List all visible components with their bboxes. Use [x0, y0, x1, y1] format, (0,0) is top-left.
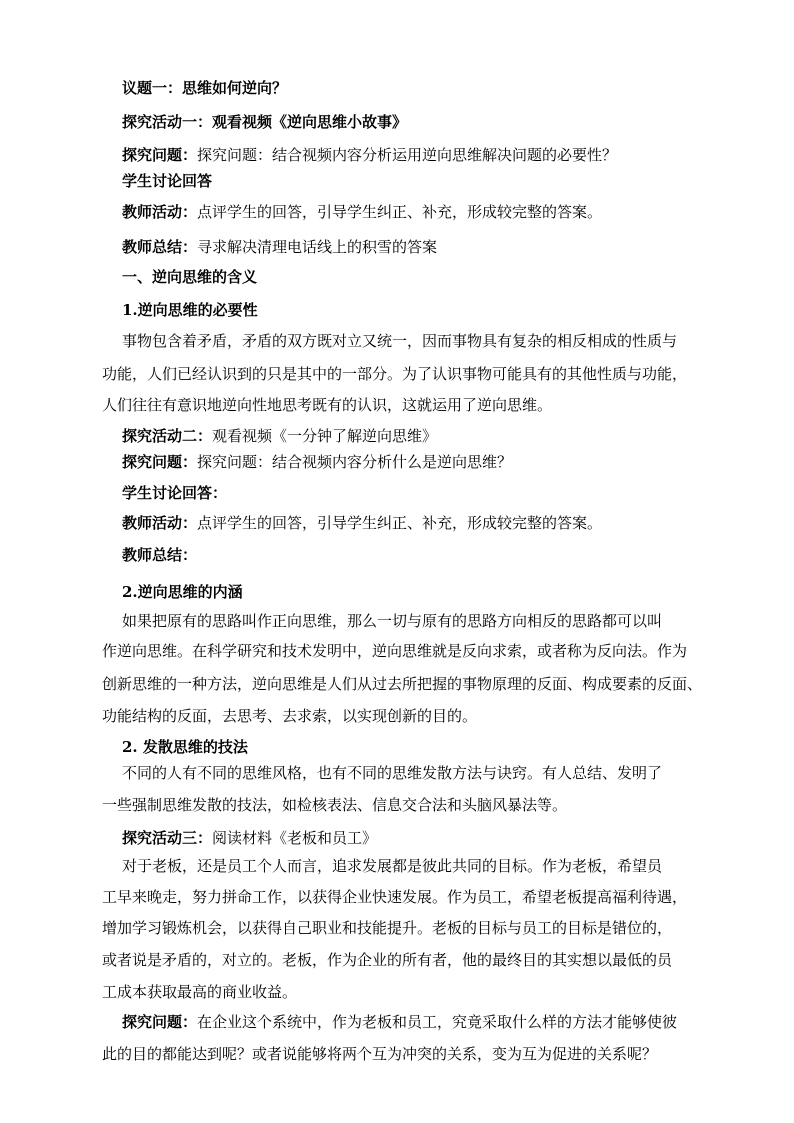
paragraph-1-line-2: 功能，人们已经认识到的只是其中的一部分。为了认识事物可能具有的其他性质与功能，: [102, 365, 688, 383]
question-3-text: 在企业这个系统中，作为老板和员工，究竟采取什么样的方法才能够使彼: [197, 1013, 678, 1031]
subheading-2: 2.逆向思维的内涵: [122, 583, 243, 601]
activity-1-label: 探究活动一：: [122, 113, 213, 131]
question-2: [122, 452, 512, 472]
topic-heading: 议题一：思维如何逆向？: [122, 79, 288, 97]
paragraph-4-line-2: 工早来晚走，努力拼命工作，以获得企业快速发展。作为员工，希望老板提高福利待遇，: [102, 888, 688, 906]
teacher-summary-1-label: 教师总结：: [122, 238, 198, 256]
paragraph-2-line-2: 作逆向思维。在科学研究和技术发明中，逆向思维就是反向求索，或者称为反向法。作为: [102, 642, 688, 660]
teacher-summary-2-label: 教师总结：: [122, 546, 198, 564]
teacher-activity-1-text: 点评学生的回答，引导学生纠正、补充，形成较完整的答案。: [197, 203, 603, 221]
paragraph-2-line-4: 功能结构的反面，去思考、去求索，以实现创新的目的。: [102, 707, 478, 725]
teacher-summary-1-text: 寻求解决清理电话线上的积雪的答案: [197, 238, 438, 256]
question-1: [122, 145, 617, 165]
paragraph-4-line-3: 增加学习锻炼机会，以获得自己职业和技能提升。老板的目标与员工的目标是错位的，: [102, 919, 673, 937]
teacher-activity-1-label: 教师活动：: [122, 203, 198, 221]
question-3-continuation: 此的目的都能达到呢？或者说能够将两个互为冲突的关系，变为互为促进的关系呢？: [102, 1045, 658, 1063]
paragraph-3-line-1: 不同的人有不同的思维风格，也有不同的思维发散方法与诀窍。有人总结、发明了: [122, 764, 663, 782]
paragraph-2-line-1: 如果把原有的思路叫作正向思维，那么一切与原有的思路方向相反的思路都可以叫: [122, 612, 663, 630]
paragraph-3-line-2: 一些强制思维发散的技法，如检核表法、信息交合法和头脑风暴法等。: [102, 796, 568, 814]
question-1-label: 探究问题：: [122, 146, 198, 164]
subheading-1: 1.逆向思维的必要性: [122, 301, 258, 319]
activity-3: [122, 828, 377, 848]
paragraph-1-line-1: 事物包含着矛盾，矛盾的双方既对立又统一，因而事物具有复杂的相反相成的性质与: [122, 332, 678, 350]
paragraph-4-line-5: 工成本获取最高的商业收益。: [102, 983, 298, 1001]
activity-1: [122, 112, 407, 132]
student-discussion-2: 学生讨论回答：: [122, 484, 228, 502]
activity-3-label: 探究活动三：: [122, 829, 213, 847]
activity-1-text: 观看视频《逆向思维小故事》: [212, 113, 408, 131]
paragraph-1-line-3: 人们往往有意识地逆向性地思考既有的认识，这就运用了逆向思维。: [102, 396, 553, 414]
activity-2: [122, 426, 437, 446]
question-2-label: 探究问题：: [122, 453, 198, 471]
question-1-text: 探究问题：结合视频内容分析运用逆向思维解决问题的必要性？: [197, 146, 618, 164]
teacher-summary-1: [122, 237, 437, 257]
activity-2-text: 观看视频《一分钟了解逆向思维》: [212, 427, 438, 445]
teacher-activity-2: [122, 513, 602, 533]
question-3: [122, 1012, 677, 1032]
student-discussion-1: 学生讨论回答: [122, 172, 213, 190]
section-heading-1: 一、逆向思维的含义: [122, 268, 258, 286]
question-2-text: 探究问题：结合视频内容分析什么是逆向思维？: [197, 453, 513, 471]
subheading-3: 2. 发散思维的技法: [122, 738, 248, 756]
teacher-activity-1: [122, 202, 602, 222]
activity-3-text: 阅读材料《老板和员工》: [212, 829, 378, 847]
paragraph-4-line-4: 或者说是矛盾的，对立的。老板，作为企业的所有者，他的最终目的其实想以最低的员: [102, 951, 673, 969]
teacher-activity-2-text: 点评学生的回答，引导学生纠正、补充，形成较完整的答案。: [197, 514, 603, 532]
teacher-summary-2: [122, 545, 197, 565]
paragraph-4-line-1: 对于老板，还是员工个人而言，追求发展都是彼此共同的目标。作为老板，希望员: [122, 857, 663, 875]
question-3-label: 探究问题：: [122, 1013, 198, 1031]
paragraph-2-line-3: 创新思维的一种方法，逆向思维是人们从过去所把握的事物原理的反面、构成要素的反面、: [102, 675, 703, 693]
activity-2-label: 探究活动二：: [122, 427, 213, 445]
teacher-activity-2-label: 教师活动：: [122, 514, 198, 532]
